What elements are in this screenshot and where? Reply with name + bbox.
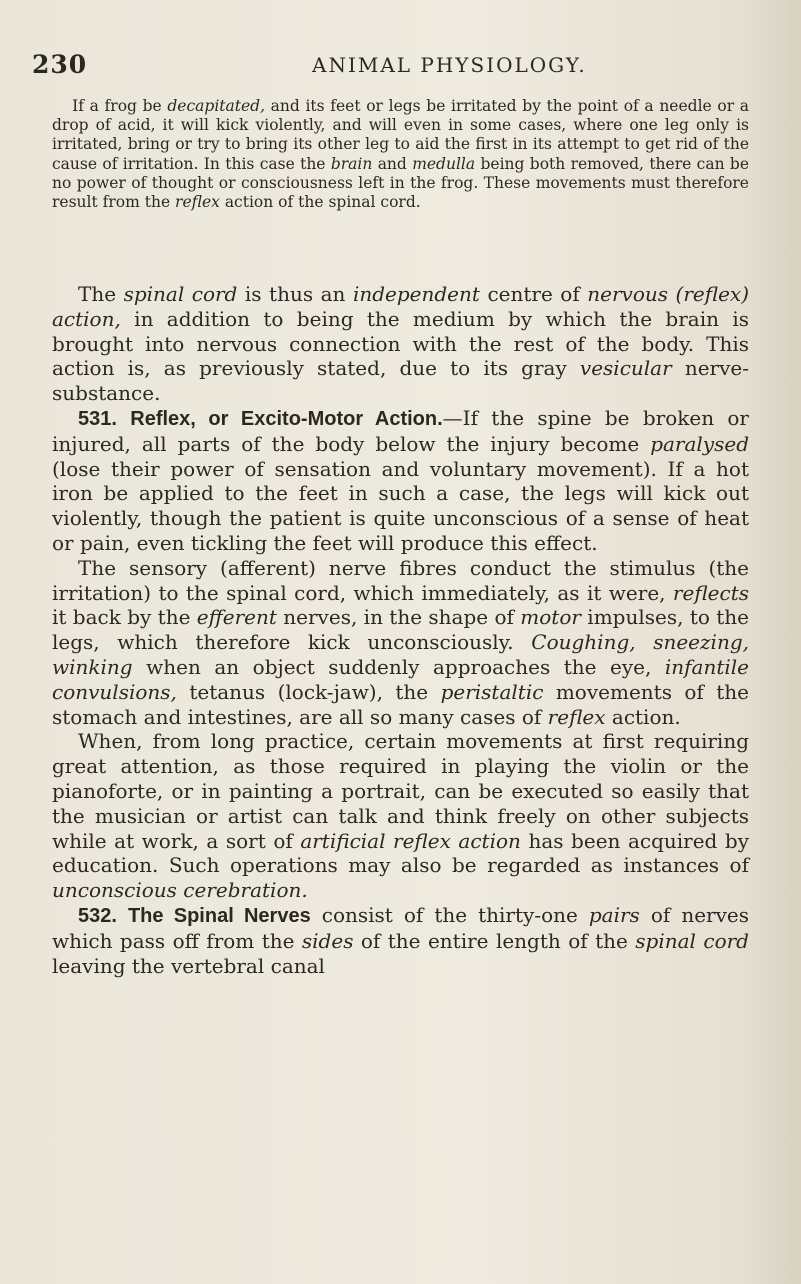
section-532-spinal-nerves: 532. The Spinal Nerves consist of the thirty-one pairs of nerves which pass off from the sides of the entire length of the spinal cord leaving the vertebral canal: [52, 902, 750, 978]
main-text-block: [52, 282, 749, 978]
paragraph-frog-experiment: If a frog be decapitated, and its feet or legs be irritated by the point of a needle or a drop of acid, it will kick violently, and will even in some cases, where one leg only is irritated, bring or try to bring its other leg to aid the first in its attempt to get rid of the cause of irritation. In this case the brain and medulla being both removed, there can be no power of thought or consciousness left in the frog. These movements must therefore result from the reflex action of the spinal cord.: [52, 97, 749, 212]
paragraph-afferent-efferent: The sensory (afferent) nerve fibres conduct the stimulus (the irritation) to the spinal cord, which immediately, as it were, reflects it back by the efferent nerves, in the shape of motor impulses, to the legs, which therefore kick unconsciously. Coughing, sneezing, winking when an object suddenly approaches the eye, infantile convulsions, tetanus (lock-jaw), the peristaltic movements of the stomach and intestines, are all so many cases of reflex action.: [52, 555, 750, 729]
section-heading: The Spinal Nerves: [127, 904, 311, 927]
section-heading: Reflex, or Excito-Motor Action.: [130, 407, 443, 430]
paragraph-artificial-reflex: When, from long practice, certain movements at first requiring great attention, as those required in playing the violin or the pianoforte, or in painting a portrait, can be executed so easily that the musician or artist can talk and think freely on other subjects while at work, a sort of artificial reflex action has been acquired by education. Such operations may also be regarded as instances of unconscious cerebration.: [52, 729, 749, 903]
running-head: ANIMAL PHYSIOLOGY.: [312, 53, 587, 77]
page-header: [32, 50, 732, 80]
page-number: 230: [32, 50, 88, 79]
paragraph-spinal-cord-centre: The spinal cord is thus an independent centre of nervous (reflex) action, in addition to being the medium by which the brain is brought into nervous connection with the rest of the body. This action is, as previously stated, due to its gray vesicular nerve-substance.: [52, 282, 749, 406]
small-print-block: [52, 97, 749, 212]
section-number: 532.: [78, 904, 117, 927]
section-number: 531.: [78, 407, 117, 430]
section-531-reflex-action: 531. Reflex, or Excito-Motor Action.—If the spine be broken or injured, all parts of the body below the injury become paralysed (lose their power of sensation and voluntary movement). If a hot iron be applied to the feet in such a case, the legs will kick out violently, though the patient is quite unconscious of a sense of heat or pain, even tickling the feet will produce this effect.: [52, 405, 749, 555]
